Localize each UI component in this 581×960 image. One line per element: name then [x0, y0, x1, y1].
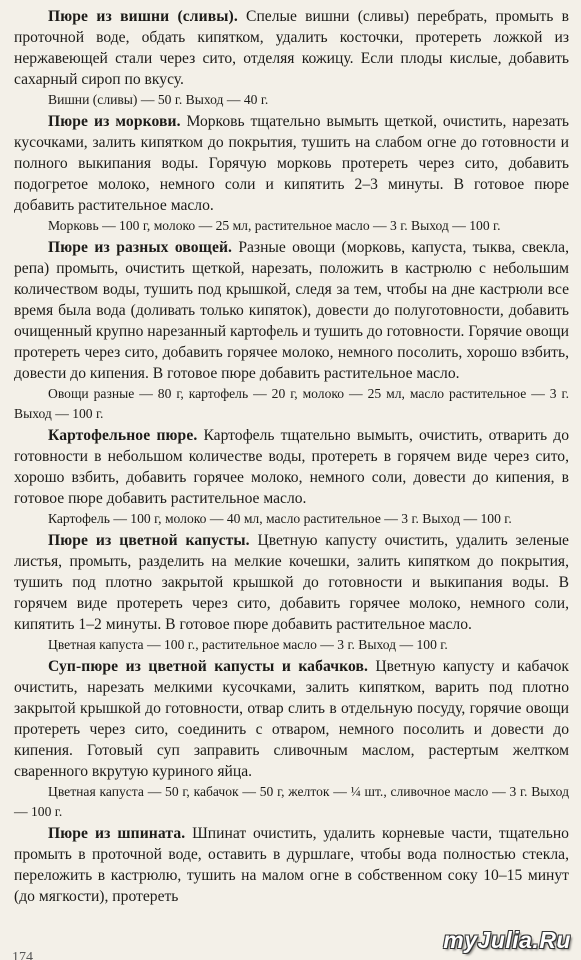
- recipe-ingredients: Цветная капуста — 100 г., растительное масло — 3 г. Выход — 100 г.: [48, 637, 448, 652]
- recipe-text: Морковь тщательно вымыть щеткой, очистить, нарезать кусочками, залить кипятком до покрытия, тушить на слабом огне до готовности и полного выкипания воды. Горячую морковь протереть через сито, добавить подогретое молоко, немного соли и кипятить 2–3 минуты. В готовое пюре добавить растительное масло.: [14, 113, 569, 214]
- recipe-carrot-puree: [14, 111, 569, 236]
- recipe-text: Цветную капусту очистить, удалить зеленые листья, промыть, разделить на мелкие кочешки, залить кипятком до покрытия, тушить под плотно закрытой крышкой до готовности и выкипания воды. В горячем виде протереть через сито, добавить горячее молоко, немного соли, кипятить 1–2 минуты. В готовое пюре добавить растительное масло.: [14, 532, 569, 633]
- recipe-body: [14, 656, 569, 782]
- recipe-text: Разные овощи (морковь, капуста, тыква, свекла, репа) промыть, очистить щеткой, нарезать, положить в кастрюлю с небольшим количеством воды, тушить под крышкой, следя за тем, чтобы на дне кастрюли все время была вода (доливать только кипяток), довести до полуготовности, добавить очищенный крупно нарезанный картофель и тушить до готовности. Горячие овощи протереть через сито, добавить горячее молоко, немного посолить, хорошо взбить, довести до кипения. В готовое пюре добавить растительное масло.: [14, 239, 569, 382]
- recipe-spinach-puree: [14, 823, 569, 907]
- recipe-cherry-puree: [14, 6, 569, 110]
- recipe-mixed-vegetables-puree: [14, 237, 569, 424]
- recipe-ingredients: Морковь — 100 г, молоко — 25 мл, растительное масло — 3 г. Выход — 100 г.: [48, 218, 501, 233]
- recipe-text: Цветную капусту и кабачок очистить, нарезать мелкими кусочками, залить кипятком, варить под плотно закрытой крышкой до готовности, отвар слить в отдельную посуду, горячие овощи протереть через сито, соединить с отваром, немного посолить и довести до кипения. Готовый суп заправить сливочным маслом, растертым желтком сваренного вкрутую куриного яйца.: [14, 658, 569, 780]
- recipe-cauliflower-puree: [14, 530, 569, 655]
- recipe-ingredients: Вишни (сливы) — 50 г. Выход — 40 г.: [48, 92, 269, 107]
- recipe-body: [14, 111, 569, 216]
- page-number: 174: [12, 950, 33, 960]
- recipe-cauliflower-zucchini-soup: [14, 656, 569, 822]
- recipe-potato-puree: [14, 425, 569, 529]
- recipe-ingredients: Картофель — 100 г, молоко — 40 мл, масло растительное — 3 г. Выход — 100 г.: [48, 511, 512, 526]
- recipe-text: Шпинат очистить, удалить корневые части, тщательно промыть в проточной воде, оставить в дуршлаге, чтобы вода полностью стекла, переложить в кастрюлю, тушить на малом огне в собственном соку 10–15 минут (до мягкости), протереть: [14, 825, 569, 905]
- recipe-title: Суп-пюре из цветной капусты и кабачков.: [48, 658, 369, 675]
- recipe-title: Пюре из шпината.: [48, 825, 186, 842]
- recipe-body: [14, 530, 569, 635]
- recipe-text: Спелые вишни (сливы) перебрать, промыть в проточной воде, обдать кипятком, удалить косточки, протереть ложкой из нержавеющей стали через сито, отделяя кожицу. Если плоды кислые, добавить сахарный сироп по вкусу.: [14, 8, 569, 88]
- watermark-logo: myJulia.Ru: [443, 927, 571, 953]
- recipe-title: Пюре из разных овощей.: [48, 239, 233, 256]
- recipe-title: Пюре из моркови.: [48, 113, 181, 130]
- recipe-body: [14, 425, 569, 509]
- recipe-ingredients: Цветная капуста — 50 г, кабачок — 50 г, желток — ¼ шт., сливочное масло — 3 г. Выход — 100 г.: [14, 784, 569, 819]
- recipe-text: Картофель тщательно вымыть, очистить, отварить до готовности в небольшом количестве воды, протереть в горячем виде через сито, хорошо взбить, добавить горячее молоко, немного соли, довести до кипения, в готовое пюре добавить растительное масло.: [14, 427, 569, 507]
- recipe-body: [14, 823, 569, 907]
- recipe-ingredients: Овощи разные — 80 г, картофель — 20 г, молоко — 25 мл, масло растительное — 3 г. Выход — 100 г.: [14, 386, 569, 421]
- recipe-title: Пюре из цветной капусты.: [48, 532, 250, 549]
- recipe-title: Пюре из вишни (сливы).: [48, 8, 238, 25]
- recipe-body: [14, 237, 569, 384]
- recipe-title: Картофельное пюре.: [48, 427, 198, 444]
- recipe-body: [14, 6, 569, 90]
